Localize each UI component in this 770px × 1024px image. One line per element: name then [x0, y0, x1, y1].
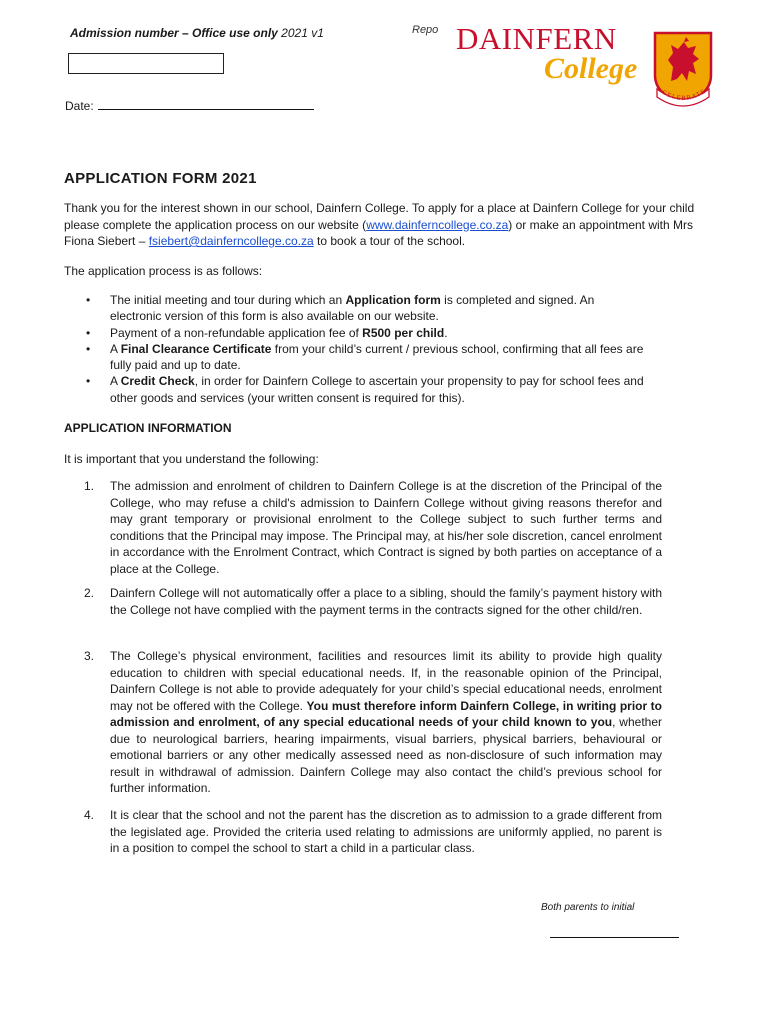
crest-motto: CELEBRATE	[660, 87, 708, 103]
initial-field[interactable]	[550, 937, 679, 938]
intro-paragraph: Thank you for the interest shown in our school, Dainfern College. To apply for a place at Dainfern College for your child please complete the application process on our website (www.dainferncollege.co.za) or make an appointment with Mrs Fiona Siebert – fsiebert@dainferncollege.co.za to book a tour of the school.	[64, 201, 695, 248]
list-item: • Payment of a non-refundable application fee of R500 per child.	[86, 325, 448, 340]
section-heading: APPLICATION INFORMATION	[64, 421, 232, 435]
section-intro: It is important that you understand the following:	[64, 452, 319, 466]
numbered-item-2: 2. Dainfern College will not automatically offer a place to a sibling, should the family’s payment history with the College not have complied with the payment terms in the contracts signed for the other child/ren.	[84, 586, 662, 617]
admission-number-label: Admission number – Office use only 2021 v1	[70, 26, 324, 40]
admission-number-field[interactable]	[68, 53, 224, 74]
logo-name-line2: College	[544, 52, 638, 85]
email-link[interactable]: fsiebert@dainferncollege.co.za	[148, 234, 314, 248]
numbered-item-1: 1. The admission and enrolment of children to Dainfern College is at the discretion of the Principal of the College, who may refuse a child's admission to Dainfern College without giving reasons therefor and may grant temporary or provisional enrolment to the College subject to such further terms and conditions that the Principal may impose. The Principal may, at his/her sole discretion, cancel enrolment in accordance with the Enrolment Contract, which Contract is signed by both parties on acceptance of a place at the College.	[84, 479, 662, 576]
process-intro: The application process is as follows:	[64, 264, 263, 278]
school-crest-icon	[651, 29, 715, 109]
list-item: • The initial meeting and tour during which an Application form is completed and signed. An electronic version of this form is also available on our website.	[86, 293, 595, 324]
date-row	[65, 99, 314, 113]
page-title: APPLICATION FORM 2021	[64, 170, 257, 187]
date-field[interactable]	[98, 99, 314, 110]
list-item: • A Final Clearance Certificate from your child’s current / previous school, confirming that all fees are fully paid and up to date.	[86, 341, 644, 373]
website-link[interactable]: www.dainferncollege.co.za	[366, 217, 509, 232]
logo-name-line1: DAINFERN	[456, 21, 617, 56]
date-label: Date:	[65, 99, 94, 113]
numbered-item-3: 3. The College’s physical environment, facilities and resources limit its ability to provide high quality education to children with special educational needs. If, in the reasonable opinion of the Principal, Dainfern College is not able to provide adequately for your child’s special educational needs, enrolment may not be offered with the College. You must therefore inform Dainfern College, in writing prior to admission and enrolment, of any special educational needs of your child known to you, whether due to neurological barriers, hearing impairments, visual barriers, physical barriers, behavioural or emotional barriers or any other medically assessed need as non-disclosure of such information may result in withdrawal of admission. Dainfern College may also contact the child’s previous school for further information.	[84, 649, 662, 795]
report-text: Repo	[412, 24, 439, 36]
school-logo	[456, 23, 642, 84]
form-version: 2021 v1	[281, 26, 324, 40]
list-item: • A Credit Check, in order for Dainfern College to ascertain your propensity to pay for school fees and other goods and services (your written consent is required for this).	[86, 374, 644, 405]
numbered-item-4: 4. It is clear that the school and not the parent has the discretion as to admission to a grade different from the legislated age. Provided the criteria used relating to admissions are uniformly applied, no parent is in a position to compel the school to start a child in a particular class.	[84, 808, 662, 855]
process-bullet-list	[86, 292, 646, 406]
initial-label: Both parents to initial	[541, 902, 635, 913]
